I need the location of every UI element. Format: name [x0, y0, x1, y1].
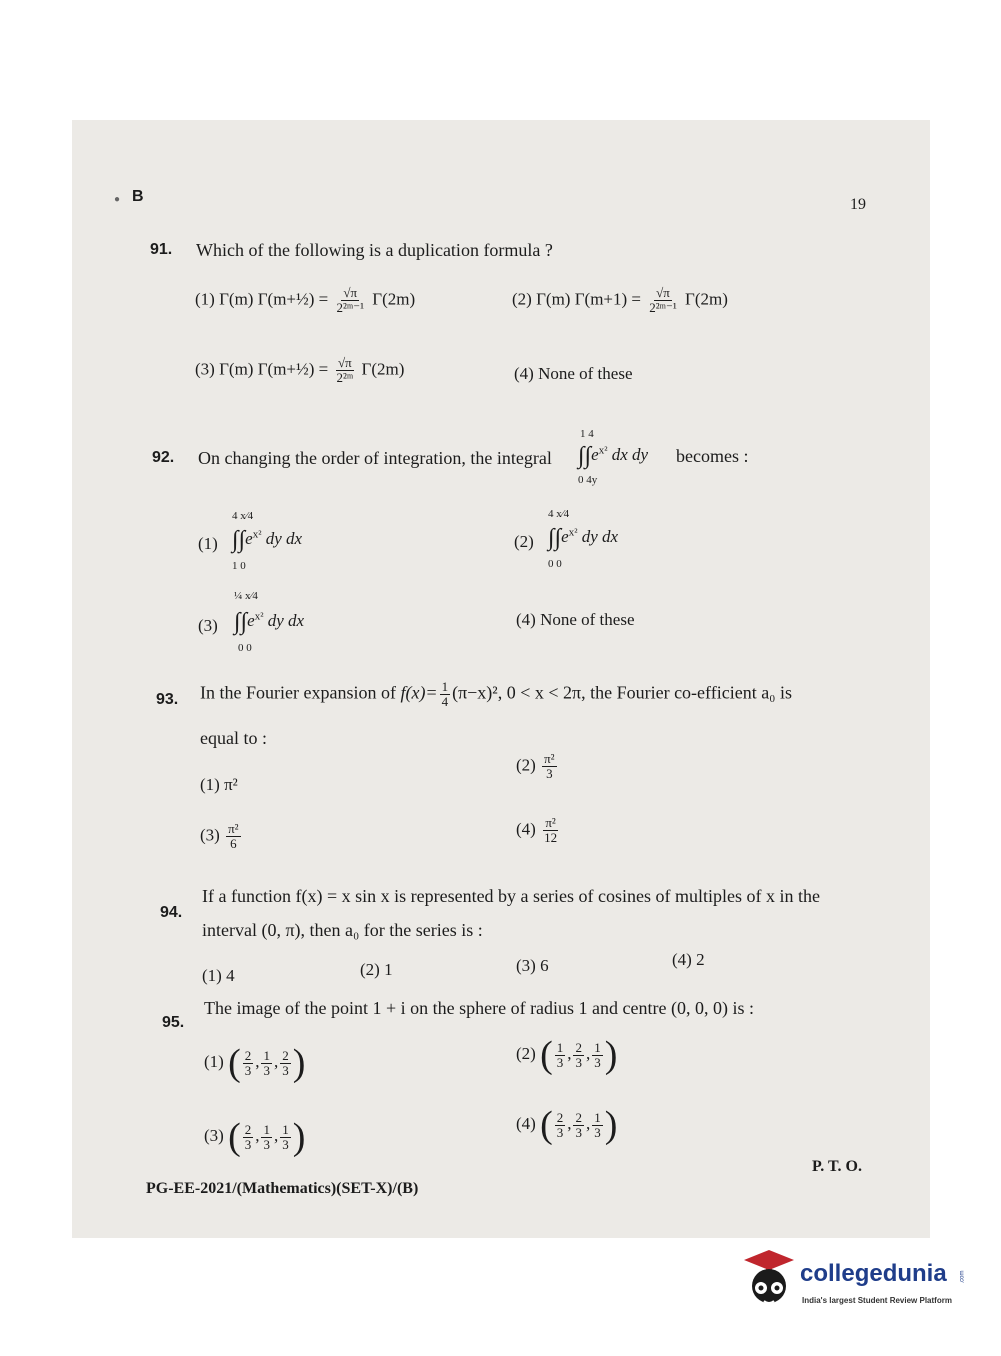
q95-option-2: (2) ( $\frac{1}{3}$ , $\frac{2}{3}$ , $\frac{1}{3}$ ) — [516, 1034, 618, 1076]
option-upper-limits: ¼ x⁄4 — [234, 590, 258, 602]
question-91-text: Which of the following is a duplication formula ? — [196, 240, 553, 260]
logo-name: collegedunia — [800, 1260, 947, 1287]
q93-option-3 — [200, 822, 243, 851]
page-number: 19 — [850, 196, 866, 213]
option-fraction: $\frac{\text{π²}}{12}$ — [544, 815, 558, 845]
option-number: (1) — [204, 1051, 224, 1071]
integral-expression: $\int\int e^{x^2}$ dx dy — [578, 443, 649, 469]
option-number: (2) — [512, 289, 532, 309]
option-number: (1) — [198, 534, 218, 553]
right-paren-icon: ) — [292, 1116, 306, 1158]
q91-option-1 — [195, 286, 415, 315]
set-marker-icon: ● — [114, 194, 121, 205]
q94-option-4: (4) 2 — [672, 950, 705, 969]
question-94-number: 94. — [160, 904, 183, 921]
q94-option-1: (1) 4 — [202, 966, 235, 985]
option-integral: $\int\int e^{x^2}$ dy dx — [548, 525, 619, 551]
question-91-number: 91. — [150, 241, 173, 258]
question-93-number: 93. — [156, 691, 179, 708]
option-lower-limits: 1 0 — [232, 560, 246, 572]
page-turn-over: P. T. O. — [812, 1158, 862, 1175]
integral-upper-limits: 1 4 — [580, 428, 594, 440]
right-paren-icon: ) — [604, 1104, 618, 1146]
logo-com: .com — [959, 1270, 966, 1284]
option-rhs: Γ(2m) — [372, 289, 416, 309]
q91-option-3 — [195, 356, 404, 385]
option-number: (4) — [516, 610, 536, 629]
option-number: (1) — [200, 775, 220, 794]
option-lhs: Γ(m) Γ(m+½) = — [219, 289, 329, 309]
left-paren-icon: ( — [540, 1034, 553, 1076]
option-lower-limits: 0 0 — [548, 558, 562, 570]
option-number: (3) — [195, 359, 215, 379]
option-fraction: $\frac{\text{π²}}{6}$ — [228, 821, 239, 851]
option-integral: $\int\int e^{x^2}$ dy dx — [234, 609, 305, 635]
question-94-text-line-2: interval (0, π), then a₀ for the series is : — [202, 920, 483, 940]
right-paren-icon: ) — [292, 1042, 306, 1084]
fraction-one-quarter: $\frac{1}{4}$ — [441, 679, 449, 709]
option-rhs: Γ(2m) — [685, 289, 728, 309]
q92-option-3 — [198, 590, 368, 654]
option-number: (2) — [516, 1043, 536, 1063]
option-integral: $\int\int e^{x^2}$ dy dx — [232, 527, 303, 553]
paper-code: PG-EE-2021/(Mathematics)(SET-X)/(B) — [146, 1180, 419, 1197]
option-number: (3) — [200, 825, 220, 845]
q93-option-2 — [516, 752, 559, 781]
q94-option-2: (2) 1 — [360, 960, 393, 979]
q95-option-3: (3) ( $\frac{2}{3}$ , $\frac{1}{3}$ , $\frac{1}{3}$ ) — [204, 1116, 306, 1158]
question-95-number: 95. — [162, 1014, 185, 1031]
option-rhs: Γ(2m) — [361, 359, 405, 379]
option-number: (3) — [204, 1125, 224, 1145]
option-upper-limits: 4 x⁄4 — [548, 508, 570, 520]
question-93-text-continued: equal to : — [200, 728, 267, 748]
question-93-text: In the Fourier expansion of f(x)= $\frac{1}{4}$ (π−x)², 0 < x < 2π, the Fourier co-efficient a₀ is — [200, 679, 792, 709]
option-number: (2) — [516, 755, 536, 775]
question-92-number: 92. — [152, 449, 175, 466]
q92-option-4 — [516, 610, 635, 630]
option-fraction: $\frac{\text{π²}}{3}$ — [544, 751, 555, 781]
q92-option-1 — [198, 510, 368, 574]
option-text: None of these — [538, 364, 633, 383]
option-number: (1) — [195, 289, 215, 309]
option-text: None of these — [540, 610, 635, 629]
option-number: (2) — [514, 532, 534, 551]
q93-option-4 — [516, 816, 561, 845]
q91-option-4 — [514, 364, 633, 384]
q91-option-2 — [512, 286, 728, 315]
left-paren-icon: ( — [228, 1116, 241, 1158]
question-92-text: On changing the order of integration, the integral — [198, 448, 552, 468]
option-lhs: Γ(m) Γ(m+½) = — [219, 359, 329, 379]
q92-option-2 — [514, 508, 684, 572]
option-text: π² — [224, 775, 238, 794]
option-fraction: $\frac{√\pi}{\text{2²ᵐ⁻¹}}$ — [649, 285, 677, 315]
q93-option-1 — [200, 775, 238, 795]
q95-option-1: (1) ( $\frac{2}{3}$ , $\frac{1}{3}$ , $\frac{2}{3}$ ) — [204, 1042, 306, 1084]
option-number: (4) — [516, 1113, 536, 1133]
set-letter: B — [132, 188, 144, 205]
q94-option-3: (3) 6 — [516, 956, 549, 975]
graduate-mascot-icon — [742, 1248, 796, 1310]
integral-lower-limits: 0 4y — [578, 474, 598, 486]
option-lower-limits: 0 0 — [238, 642, 252, 654]
collegedunia-logo — [742, 1248, 972, 1318]
option-number: (4) — [514, 364, 534, 383]
left-paren-icon: ( — [540, 1104, 553, 1146]
left-paren-icon: ( — [228, 1042, 241, 1084]
question-92-suffix: becomes : — [676, 446, 749, 466]
right-paren-icon: ) — [604, 1034, 618, 1076]
option-fraction: $\frac{√\pi}{\text{2²ᵐ}}$ — [336, 355, 354, 385]
option-lhs: Γ(m) Γ(m+1) = — [536, 289, 641, 309]
question-94-text-line-1: If a function f(x) = x sin x is represented by a series of cosines of multiples of x in the — [202, 886, 820, 906]
option-upper-limits: 4 x⁄4 — [232, 510, 254, 522]
option-number: (3) — [198, 616, 218, 635]
option-fraction: $\frac{√\pi}{\text{2²ᵐ⁻¹}}$ — [336, 285, 365, 315]
logo-tagline: India's largest Student Review Platform — [802, 1296, 952, 1305]
option-number: (4) — [516, 819, 536, 839]
question-95-text: The image of the point 1 + i on the sphere of radius 1 and centre (0, 0, 0) is : — [204, 998, 755, 1018]
q95-option-4: (4) ( $\frac{2}{3}$ , $\frac{2}{3}$ , $\frac{1}{3}$ ) — [516, 1104, 618, 1146]
